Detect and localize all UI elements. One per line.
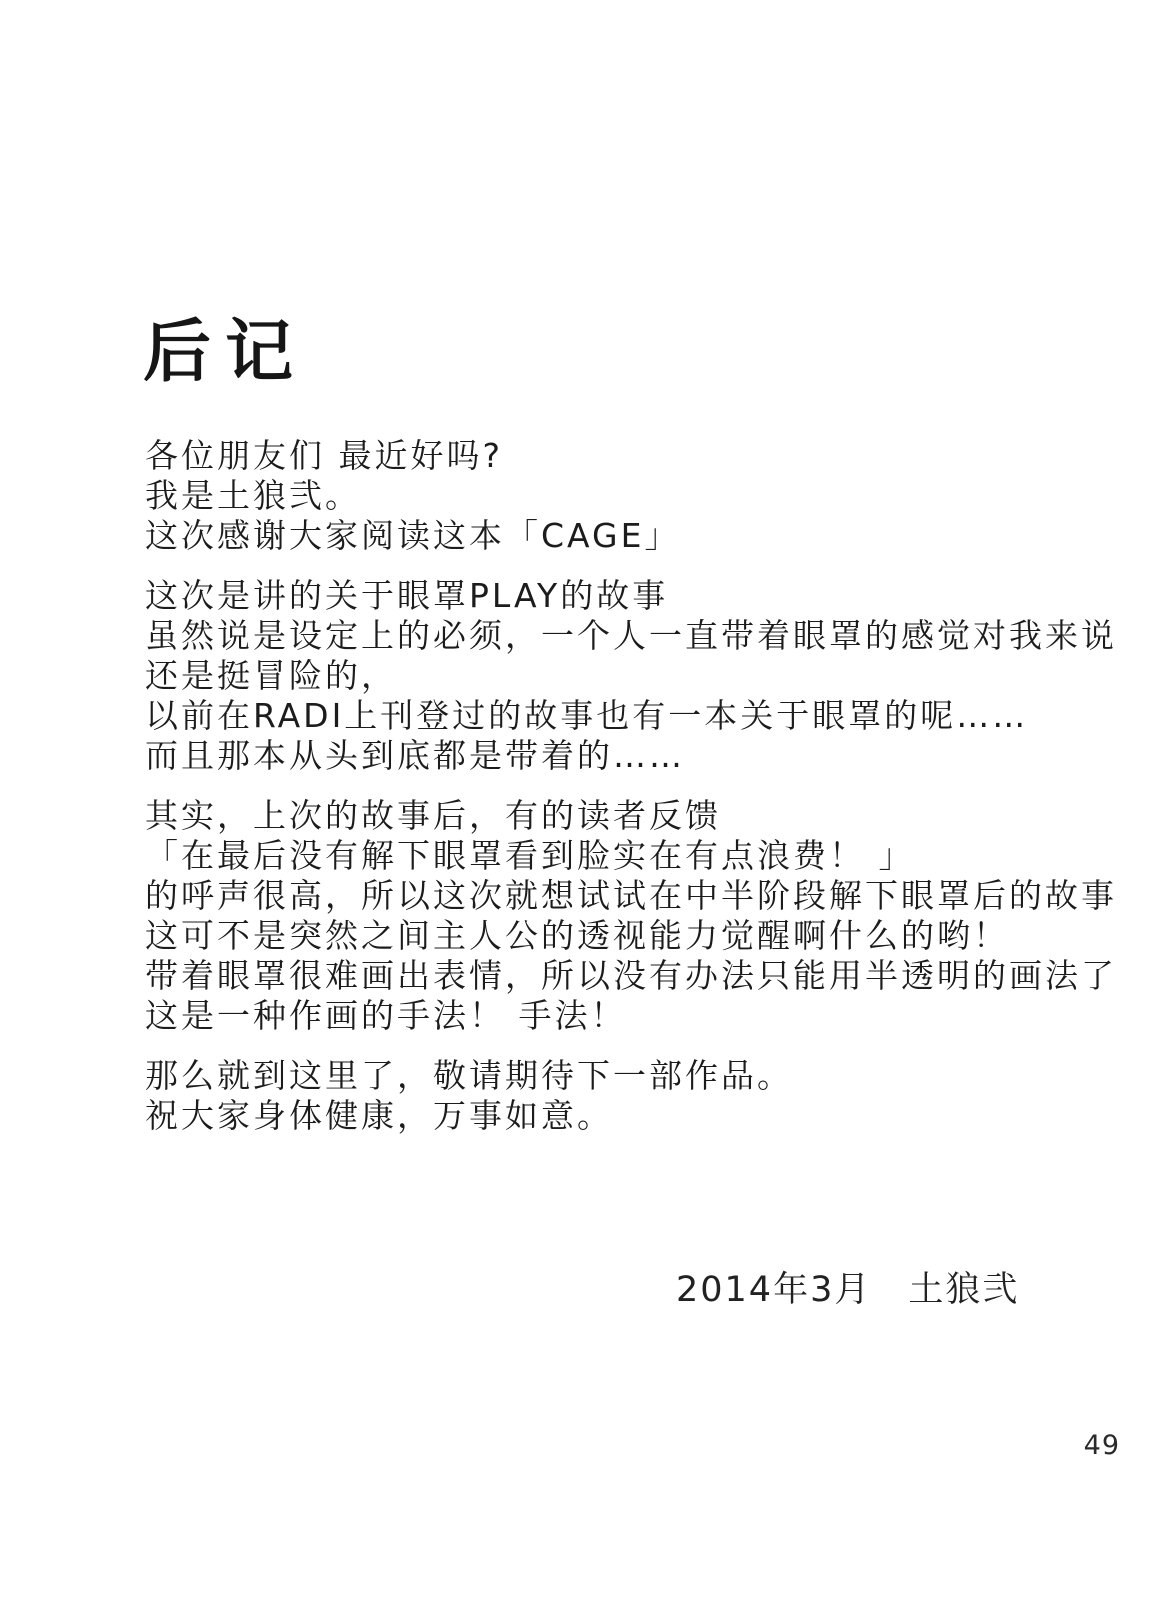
page-number: 49	[1083, 1430, 1120, 1461]
text-line: 我是土狼弐。	[145, 476, 361, 515]
text-line: 祝大家身体健康，万事如意。	[145, 1096, 613, 1135]
text-line: 还是挺冒险的，	[145, 656, 397, 695]
text-line: 其实，上次的故事后，有的读者反馈	[145, 796, 721, 835]
paragraph-reader-feedback	[145, 796, 1135, 1036]
text-line: 这是一种作画的手法！ 手法！	[145, 996, 627, 1035]
text-line: 这可不是突然之间主人公的透视能力觉醒啊什么的哟！	[145, 916, 1009, 955]
text-line: 以前在RADI上刊登过的故事也有一本关于眼罩的呢……	[145, 696, 1029, 735]
text-line: 的呼声很高，所以这次就想试试在中半阶段解下眼罩后的故事	[145, 876, 1117, 915]
paragraph-story-theme	[145, 576, 1135, 776]
text-line: 那么就到这里了，敬请期待下一部作品。	[145, 1056, 793, 1095]
paragraph-closing	[145, 1056, 1135, 1136]
text-line: 「在最后没有解下眼罩看到脸实在有点浪费！ 」	[145, 836, 915, 875]
text-line: 虽然说是设定上的必须，一个人一直带着眼罩的感觉对我来说	[145, 616, 1117, 655]
text-line: 带着眼罩很难画出表情，所以没有办法只能用半透明的画法了	[145, 956, 1117, 995]
text-line: 而且那本从头到底都是带着的……	[145, 736, 685, 775]
text-line: 各位朋友们 最近好吗?	[145, 436, 504, 475]
signature-line: 2014年3月 土狼弐	[676, 1270, 1020, 1310]
afterword-body	[145, 436, 1135, 1156]
page-title: 后记	[143, 312, 308, 392]
text-line: 这次感谢大家阅读这本「CAGE」	[145, 516, 681, 555]
text-line: 这次是讲的关于眼罩PLAY的故事	[145, 576, 669, 615]
paragraph-greeting	[145, 436, 1135, 556]
